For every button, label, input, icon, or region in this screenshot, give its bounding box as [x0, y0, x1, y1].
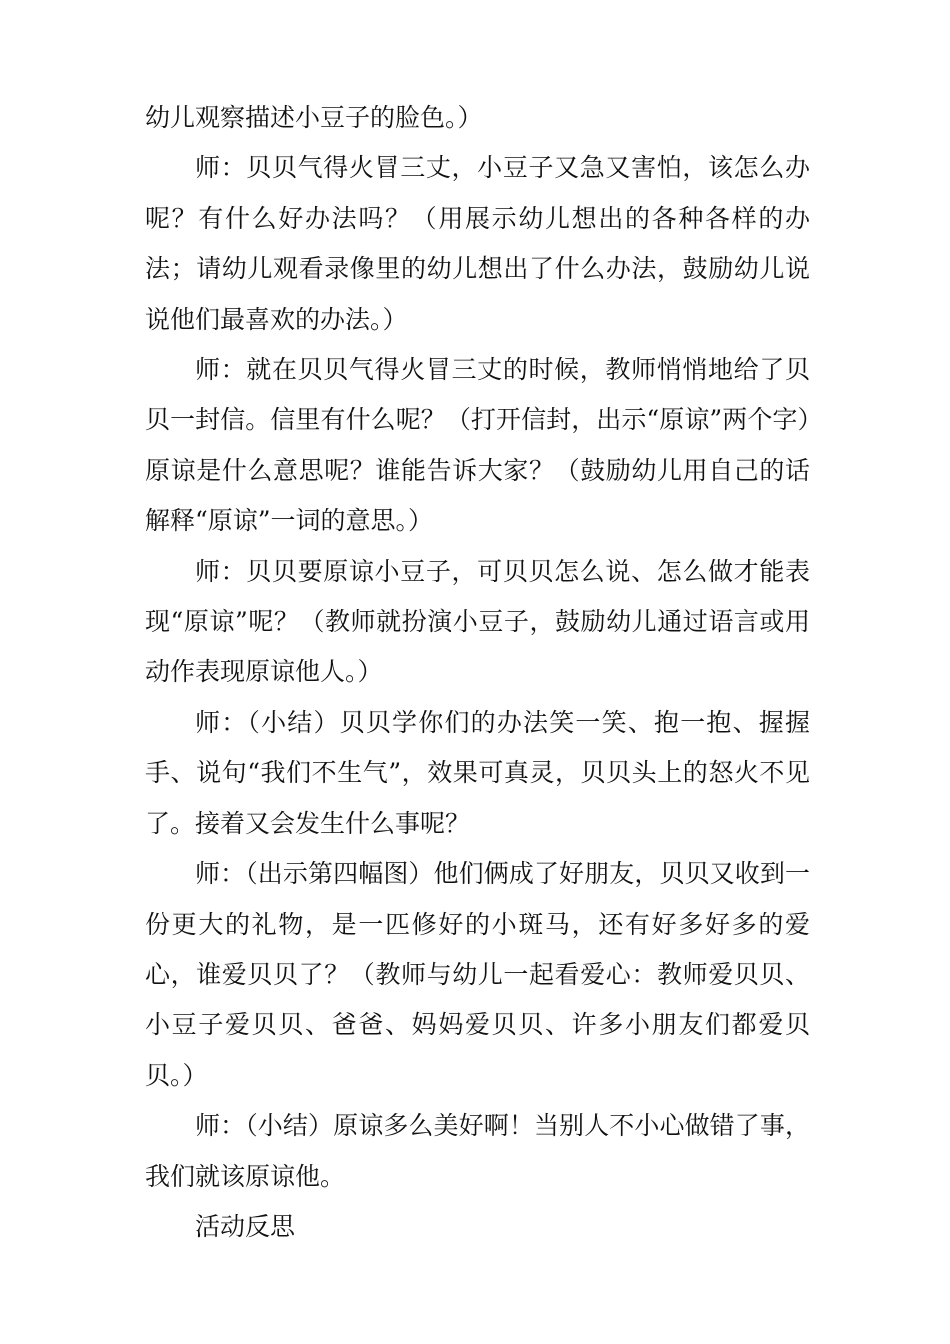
paragraph-summary-2: 师：（小结）原谅多么美好啊！当别人不小心做错了事，我们就该原谅他。 [145, 1111, 810, 1191]
paragraph-summary-1: 师：（小结）贝贝学你们的办法笑一笑、抱一抱、握握手、说句“我们不生气”，效果可真灵，贝贝头上的怒火不见了。接着又会发生什么事呢？ [145, 707, 810, 838]
section-heading-reflection: 活动反思 [195, 1211, 296, 1241]
paragraph-continuation: 幼儿观察描述小豆子的脸色。） [145, 103, 483, 132]
document-body [145, 93, 810, 1252]
paragraph-letter: 师：就在贝贝气得火冒三丈的时候，教师悄悄地给了贝贝一封信。信里有什么呢？（打开信封，出示“原谅”两个字）原谅是什么意思呢？谁能告诉大家？（鼓励幼儿用自己的话解释“原谅”一词的意思。） [145, 355, 810, 536]
paragraph-fourth-picture: 师：（出示第四幅图）他们俩成了好朋友，贝贝又收到一份更大的礼物，是一匹修好的小斑马，还有好多好多的爱心，谁爱贝贝了？（教师与幼儿一起看爱心：教师爱贝贝、小豆子爱贝贝、爸爸、妈妈爱贝贝、许多小朋友们都爱贝贝。） [145, 859, 810, 1090]
paragraph-forgive-action: 师：贝贝要原谅小豆子，可贝贝怎么说、怎么做才能表现“原谅”呢？（教师就扮演小豆子，鼓励幼儿通过语言或用动作表现原谅他人。） [145, 556, 810, 687]
paragraph-teacher-question: 师：贝贝气得火冒三丈，小豆子又急又害怕，该怎么办呢？有什么好办法吗？（用展示幼儿想出的各种各样的办法；请幼儿观看录像里的幼儿想出了什么办法，鼓励幼儿说说他们最喜欢的办法。） [145, 153, 810, 334]
